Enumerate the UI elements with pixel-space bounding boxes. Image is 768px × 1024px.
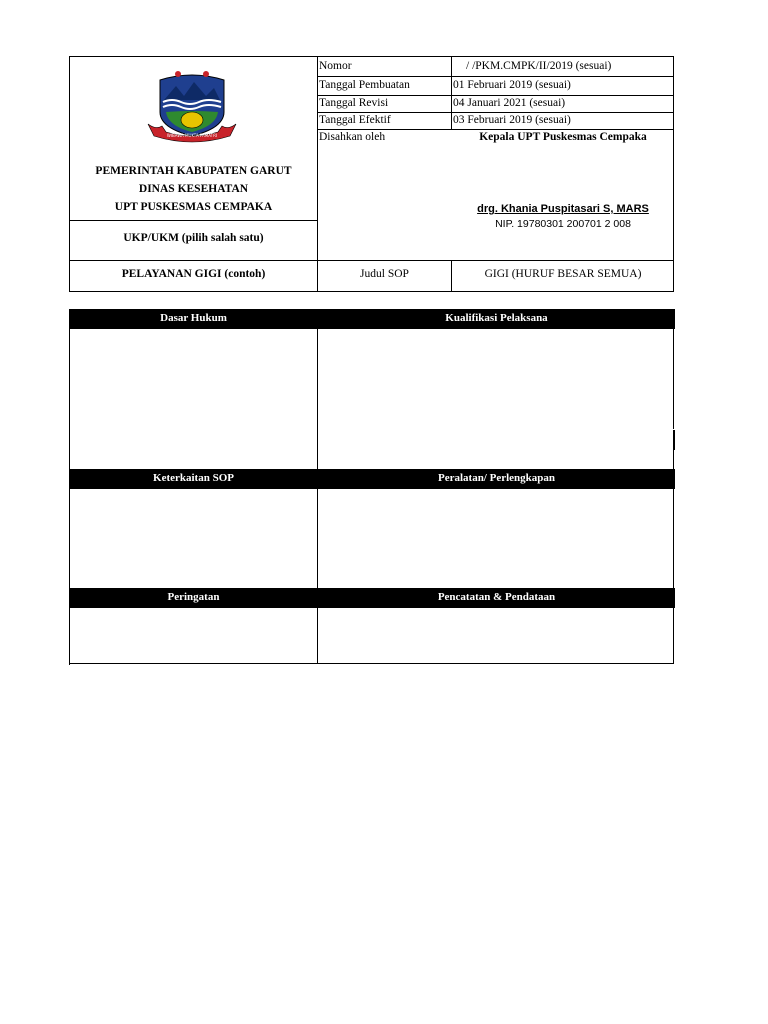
kualifikasi-header: Kualifikasi Pelaksana bbox=[318, 309, 675, 329]
peringatan-header: Peringatan bbox=[69, 588, 318, 608]
disahkan-label: Disahkan oleh bbox=[319, 131, 386, 143]
nomor-value[interactable]: / /PKM.CMPK/II/2019 (sesuai) bbox=[466, 60, 612, 72]
org-line-1: PEMERINTAH KABUPATEN GARUT bbox=[95, 165, 292, 177]
nomor-label: Nomor bbox=[319, 60, 352, 72]
header-divider-right bbox=[451, 56, 452, 129]
peringatan-content[interactable] bbox=[70, 608, 317, 663]
signatory-name: drg. Khania Puspitasari S, MARS bbox=[477, 203, 649, 215]
disahkan-title: Kepala UPT Puskesmas Cempaka bbox=[479, 131, 647, 143]
left-line-ukp bbox=[69, 220, 318, 221]
signatory-nip: NIP. 19780301 200701 2 008 bbox=[495, 218, 631, 230]
row-line-2 bbox=[317, 95, 674, 96]
tgl-pembuatan-value[interactable]: 01 Februari 2019 (sesuai) bbox=[453, 79, 571, 91]
emblem-icon bbox=[146, 66, 238, 144]
tgl-pembuatan-label: Tanggal Pembuatan bbox=[319, 79, 410, 91]
judul-label: Judul SOP bbox=[360, 268, 409, 280]
row-line-3 bbox=[317, 112, 674, 113]
keterkaitan-header: Keterkaitan SOP bbox=[69, 469, 318, 489]
tgl-efektif-label: Tanggal Efektif bbox=[319, 114, 391, 126]
pencatatan-content[interactable] bbox=[318, 608, 673, 663]
sections-right-border-a bbox=[673, 329, 674, 429]
org-line-2: DINAS KESEHATAN bbox=[138, 183, 249, 195]
tgl-efektif-value[interactable]: 03 Februari 2019 (sesuai) bbox=[453, 114, 571, 126]
dasar-hukum-header: Dasar Hukum bbox=[69, 309, 318, 329]
sections-right-tick bbox=[673, 430, 675, 450]
garut-emblem-logo bbox=[146, 66, 238, 144]
peralatan-header: Peralatan/ Perlengkapan bbox=[318, 469, 675, 489]
unit-type[interactable]: UKP/UKM (pilih salah satu) bbox=[123, 232, 264, 244]
keterkaitan-content[interactable] bbox=[70, 489, 317, 588]
tgl-revisi-label: Tanggal Revisi bbox=[319, 97, 389, 109]
peralatan-content[interactable] bbox=[318, 489, 673, 588]
org-line-3: UPT PUSKESMAS CEMPAKA bbox=[114, 201, 273, 213]
dasar-hukum-content[interactable] bbox=[70, 329, 317, 469]
kualifikasi-content[interactable] bbox=[318, 329, 673, 469]
sections-bottom-border bbox=[69, 663, 674, 664]
row-line-judul bbox=[69, 260, 674, 261]
row-line-4 bbox=[317, 129, 674, 130]
pencatatan-header: Pencatatan & Pendataan bbox=[318, 588, 675, 608]
judul-value[interactable]: GIGI (HURUF BESAR SEMUA) bbox=[484, 268, 642, 280]
tgl-revisi-value[interactable]: 04 Januari 2021 (sesuai) bbox=[453, 97, 566, 109]
row-line-1 bbox=[317, 76, 674, 77]
logo-motto: WIBAWA MUKTA PAMATRI bbox=[166, 133, 218, 138]
service-name[interactable]: PELAYANAN GIGI (contoh) bbox=[121, 268, 266, 280]
